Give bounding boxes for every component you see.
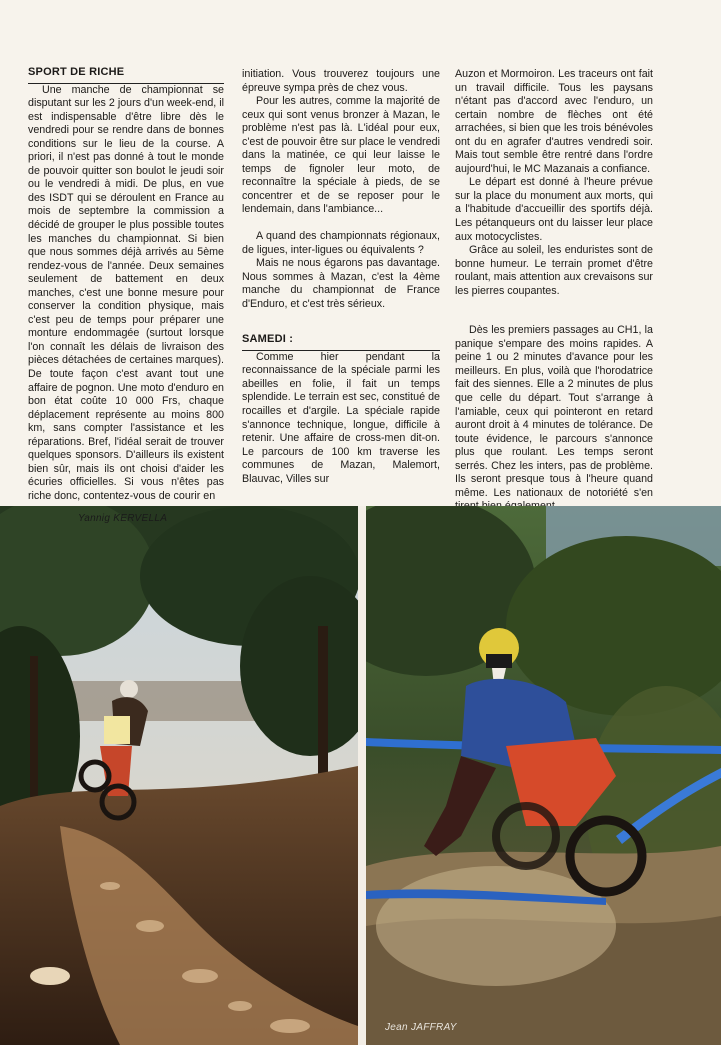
photo-illustration — [366, 506, 721, 1045]
photo-rider-on-trail — [0, 506, 358, 1045]
paragraph: Pour les autres, comme la majorité de ceux qui sont venus bronzer à Mazan, le problème n'est pas là. L'idéal pour eux, c'est de pouvoir être sur place le vendredi dans la matinée, ce qui leur laisse le temps de fignoler leur moto, de reconnaître la spéciale à pieds, de se concentrer et de se reposer pour le lendemain, dans l'ambiance... — [242, 95, 440, 216]
article-column-2 — [242, 68, 440, 486]
photo-credit-left: Yannig KERVELLA — [78, 513, 168, 524]
photo-gutter — [358, 506, 366, 1045]
paragraph: Une manche de championnat se disputant sur les 2 jours d'un week-end, il est indispensable d'être libre dès le vendredi pour se rendre dans de bonnes conditions sur le lieu de la course. A priori, il n'est pas donné à tout le monde de pouvoir quitter son boulot le jeudi soir ou le vendredi à midi. De plus, en vue des ISDT qui se déroulent en France au mois de septembre la commission a décidé de grouper le plus possible toutes les manches du championnat. Si bien que nous sommes déjà arrivés au 5ème rendez-vous de l'année. Deux semaines seulement de battement en deux manches, c'est une bonne mesure pour conserver la condition physique, mais c'est peu de temps pour préparer une monture endommagée (surtout lorsque l'on connaît les délais de livraison des pièces détachées de certaines marques). De toute façon c'est avant tout une affaire de pognon. Une moto d'enduro en bon état coûte 10 000 Frs, chaque déplacement représente au moins 800 km, sans compter l'assistance et les réparations. Bref, l'idéal serait de trouver quelques sponsors. D'ailleurs ils existent bien sûr, mais ils ont choisi d'aider les écuries officielles. Si vous n'êtes pas riche donc, contentez-vous de courir en — [28, 83, 224, 502]
section-heading-samedi: SAMEDI : — [242, 333, 440, 351]
section-heading-sport-de-riche: SPORT DE RICHE — [28, 66, 224, 84]
photo-rider-red-bike — [366, 506, 721, 1045]
paragraph: Le départ est donné à l'heure prévue sur la place du monument aux morts, qui a l'habitude d'accueillir des sportifs déjà. Les pétanqueurs ont du laisser leur place aux motocyclistes. — [455, 176, 653, 243]
paragraph: Grâce au soleil, les enduristes sont de bonne humeur. Le terrain promet d'être roulant, mais attention aux crevaisons sur les pierres coupantes. — [455, 244, 653, 297]
paragraph: Comme hier pendant la reconnaissance de la spéciale parmi les abeilles en folie, il fait un temps splendide. Le terrain est sec, constitué de rocailles et d'argile. La spéciale rapide s'annonce technique, longue, difficile à retenir. Une affaire de cross-men dit-on. Le parcours de 100 km traverse les communes de Mazan, Malemort, Blauvac, Villes sur — [242, 350, 440, 485]
paragraph: initiation. Vous trouverez toujours une épreuve sympa près de chez vous. — [242, 68, 440, 94]
photo-credit-right: Jean JAFFRAY — [385, 1022, 457, 1033]
paragraph: Mais ne nous égarons pas davantage. Nous sommes à Mazan, c'est la 4ème manche du championnat de France d'Enduro, et c'est très sérieux. — [242, 257, 440, 310]
article-column-3 — [455, 68, 653, 514]
paragraph: Auzon et Mormoiron. Les traceurs ont fait un travail difficile. Tous les paysans n'étant pas d'accord avec l'enduro, un certain nombre de flèches ont été arrachées, si bien que les trois bénévoles ont du en agrafer d'autres vendredi soir. Mais tout semble être rentré dans l'ordre aujourd'hui, le MC Mazanais a confiance. — [455, 68, 653, 175]
paragraph: Dès les premiers passages au CH1, la panique s'empare des moins rapides. A peine 1 ou 2 minutes d'avance pour les meilleurs. En plus, voilà que l'horodatrice fait des siennes. Elle a 2 minutes de plus que celle du départ. Tout s'arrange à l'amiable, ceux qui pointeront en retard auront droit à 4 minutes de tolérance. De toute évidence, le parcours s'annonce plus que roulant. Les temps seront serrés. Chez les inters, pas de problème. Ils seront presque tous à l'heure quand même. Les nationaux de notoriété s'en — [455, 324, 653, 499]
article-column-1 — [28, 66, 224, 504]
photo-illustration — [0, 506, 358, 1045]
paragraph: A quand des championnats régionaux, de ligues, inter-ligues ou équivalents ? — [242, 230, 440, 256]
